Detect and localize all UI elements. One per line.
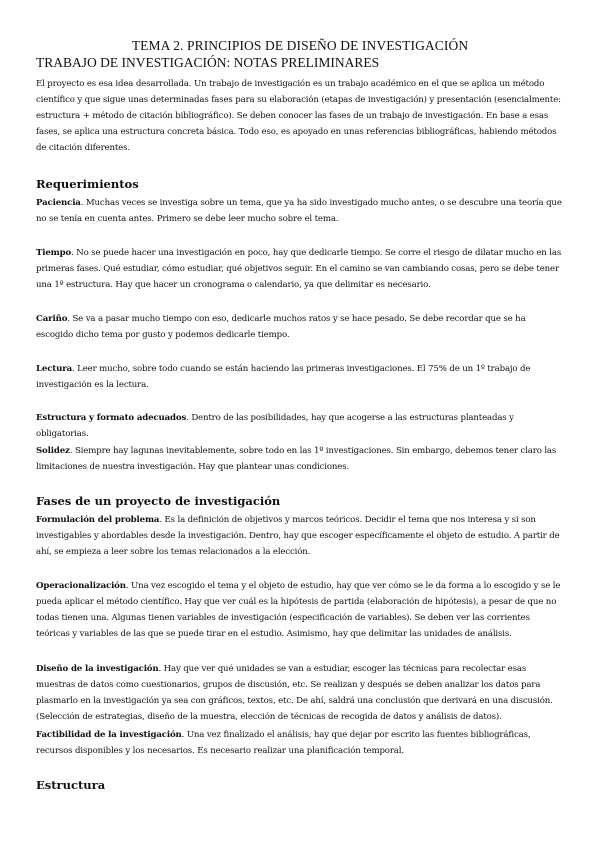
page-subtitle: TRABAJO DE INVESTIGACIÓN: NOTAS PRELIMINARES bbox=[36, 55, 380, 70]
paragraph-solidez bbox=[36, 443, 564, 475]
term-tiempo: Tiempo bbox=[36, 248, 72, 258]
paragraph-operacionalizacion bbox=[36, 578, 564, 642]
text-operacionalizacion: . Una vez escogido el tema y el objeto de estudio, hay que ver cómo se le da forma a lo escogido y se le pueda aplicar el método científico. Hay que ver cuál es la hipótesis de partida (elaboración de hipótesis), a pesar de que no todas tienen una. Algunas tienen variables de investigación (especificación de variables). Se deben ver las corrientes teóricas y variables de las que se puede tirar en el estudio. Asimismo, hay que delimitar las unidades de análisis. bbox=[36, 581, 561, 639]
term-operacionalizacion: Operacionalización bbox=[36, 581, 126, 591]
term-formulacion: Formulación del problema bbox=[36, 515, 160, 525]
text-factibilidad: . Una vez finalizado el análisis, hay que dejar por escrito las fuentes bibliográficas, recursos disponibles y los necesarios. Es necesario realizar una planificación temporal. bbox=[36, 730, 531, 756]
term-solidez: Solidez bbox=[36, 446, 70, 456]
text-paciencia: . Muchas veces se investiga sobre un tema, que ya ha sido investigado mucho antes, o se descubre una teoría que no se tenía en cuenta antes. Primero se debe leer mucho sobre el tema. bbox=[36, 198, 562, 224]
section-heading-requerimientos: Requerimientos bbox=[36, 177, 139, 191]
text-diseno: . Hay que ver qué unidades se van a estudiar, escoger las técnicas para recolectar esas muestras de datos como cuestionarios, grupos de discusión, etc. Se realizan y después se deben analizar los datos para plasmarlo en la investigación ya sea con gráficos, textos, etc. De ahí, saldrá una conclusión que derivará en una discusión. (Selección de estrategias, diseño de la muestra, elección de técnicas de recogida de datos y análisis de datos). bbox=[36, 664, 553, 722]
page-title: TEMA 2. PRINCIPIOS DE DISEÑO DE INVESTIGACIÓN bbox=[131, 38, 469, 53]
paragraph-lectura bbox=[36, 361, 564, 393]
term-paciencia: Paciencia bbox=[36, 198, 81, 208]
term-factibilidad: Factibilidad de la investigación bbox=[36, 730, 182, 740]
term-carino: Cariño bbox=[36, 314, 68, 324]
intro-paragraph: El proyecto es esa idea desarrollada. Un trabajo de investigación es un trabajo académico en el que se aplica un método científico y que sigue unas determinadas fases para su elaboración (etapas de investigación) y presentación (esencialmente: estructura + método de citación bibliográfico). Se deben conocer las fases de un trabajo de investigación. En base a esas fases, se aplica una estructura concreta básica. Todo eso, es apoyado en unas referencias bibliográficas, habiendo métodos de citación diferentes. bbox=[36, 79, 561, 153]
section-heading-estructura: Estructura bbox=[36, 778, 106, 792]
paragraph-carino bbox=[36, 311, 564, 343]
paragraph-paciencia bbox=[36, 195, 564, 227]
term-lectura: Lectura bbox=[36, 364, 73, 374]
text-tiempo: . No se puede hacer una investigación en poco, hay que dedicarle tiempo. Se corre el riesgo de dilatar mucho en las primeras fases. Qué estudiar, cómo estudiar, qué objetivos seguir. En el camino se van cambiando cosas, pero se debe tener una 1º estructura. Hay que hacer un cronograma o calendario, ya que delimitar es necesario. bbox=[36, 248, 562, 290]
text-lectura: . Leer mucho, sobre todo cuando se están haciendo las primeras investigaciones. El 75% de un 1º trabajo de investigación es la lectura. bbox=[36, 364, 531, 390]
term-diseno: Diseño de la investigación bbox=[36, 664, 159, 674]
text-carino: . Se va a pasar mucho tiempo con eso, dedicarle muchos ratos y se hace pesado. Se debe recordar que se ha escogido dicho tema por gusto y podemos dedicarle tiempo. bbox=[36, 314, 526, 340]
paragraph-diseno bbox=[36, 661, 564, 725]
term-estructura-formato: Estructura y formato adecuados bbox=[36, 413, 187, 423]
paragraph-factibilidad bbox=[36, 727, 564, 759]
text-formulacion: . Es la definición de objetivos y marcos teóricos. Decidir el tema que nos interesa y si son investigables y abordables desde la investigación. Dentro, hay que escoger específicamente el objeto de estudio. A partir de ahí, se empieza a leer sobre los temas relacionados a la elección. bbox=[36, 515, 560, 557]
text-solidez: . Siempre hay lagunas inevitablemente, sobre todo en las 1º investigaciones. Sin embargo, debemos tener claro las limitaciones de nuestra investigación. Hay que plantear unas condiciones. bbox=[36, 446, 557, 472]
paragraph-tiempo bbox=[36, 245, 564, 293]
section-heading-fases: Fases de un proyecto de investigación bbox=[36, 494, 281, 508]
text-estructura-formato: . Dentro de las posibilidades, hay que acogerse a las estructuras planteadas y obligatorias. bbox=[36, 413, 514, 439]
paragraph-estructura-formato bbox=[36, 410, 564, 442]
paragraph-formulacion bbox=[36, 512, 564, 560]
